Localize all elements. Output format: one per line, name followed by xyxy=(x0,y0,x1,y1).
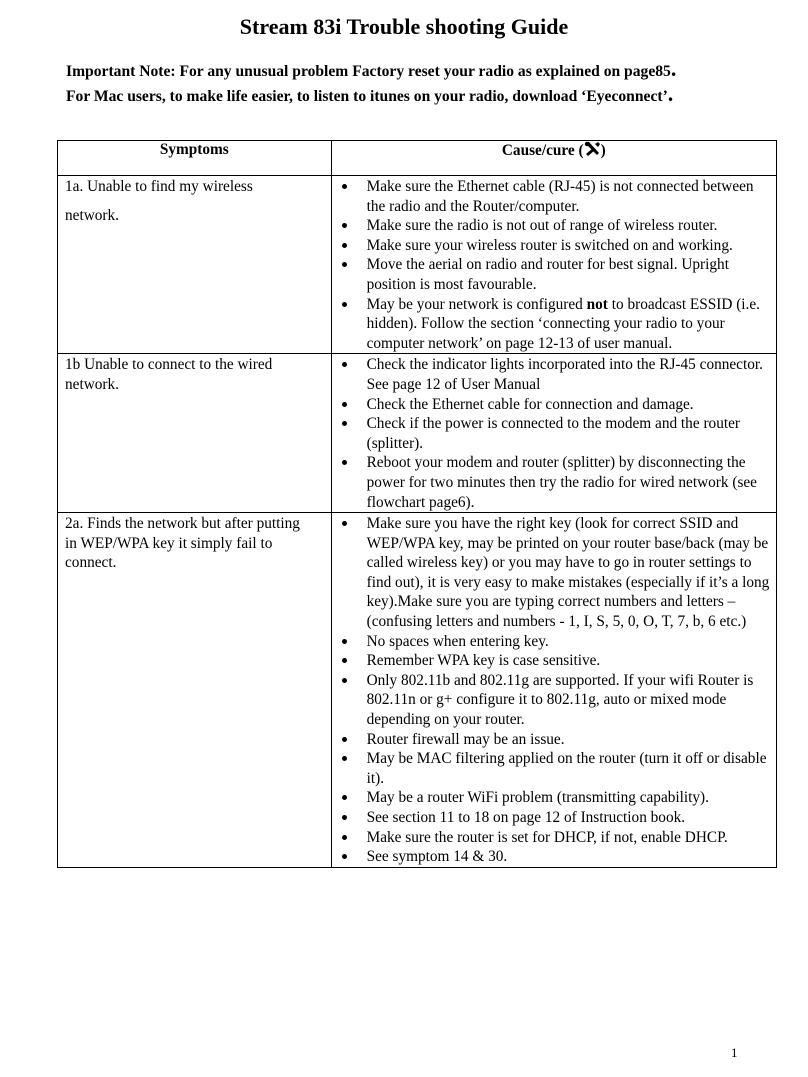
cause-cell xyxy=(331,513,776,868)
note-mac-users: For Mac users, to make life easier, to listen to itunes on your radio, download ‘Eyeconnect’. xyxy=(66,81,674,106)
table-row xyxy=(58,354,777,513)
list-item: Reboot your modem and router (splitter) by disconnecting the power for two minutes then try the radio for wired network (see flowchart page6). xyxy=(336,453,770,512)
list-item: Remember WPA key is case sensitive. xyxy=(336,651,770,671)
table-row xyxy=(58,513,777,868)
tools-icon xyxy=(584,141,601,162)
list-item: Make sure your wireless router is switched on and working. xyxy=(336,236,770,256)
cause-cell xyxy=(331,354,776,513)
list-item: Move the aerial on radio and router for best signal. Upright position is most favourable. xyxy=(336,255,770,294)
list-item: Check the Ethernet cable for connection and damage. xyxy=(336,395,770,415)
symptoms-header: Symptoms xyxy=(58,141,332,176)
troubleshooting-table xyxy=(57,140,777,868)
symptom-cell: 1b Unable to connect to the wired network. xyxy=(58,354,332,513)
list-item: Make sure the radio is not out of range of wireless router. xyxy=(336,216,770,236)
list-item: May be a router WiFi problem (transmitting capability). xyxy=(336,788,770,808)
symptom-cell: 1a. Unable to find my wireless network. xyxy=(58,176,332,354)
list-item: May be your network is configured not to broadcast ESSID (i.e. hidden). Follow the section ‘connecting your radio to your computer network’ on page 12-13 of user manual. xyxy=(336,295,770,354)
table-row xyxy=(58,176,777,354)
cause-cell xyxy=(331,176,776,354)
list-item: See symptom 14 & 30. xyxy=(336,847,770,867)
list-item: Only 802.11b and 802.11g are supported. If your wifi Router is 802.11n or g+ configure it to 802.11g, auto or mixed mode depending on your router. xyxy=(336,671,770,730)
table-header-row xyxy=(58,141,777,176)
list-item: No spaces when entering key. xyxy=(336,632,770,652)
cause-cure-header: Cause/cure ( ) xyxy=(331,141,776,176)
page-title: Stream 83i Trouble shooting Guide xyxy=(239,14,569,39)
list-item: Check the indicator lights incorporated into the RJ-45 connector. See page 12 of User Manual xyxy=(336,355,770,394)
symptom-cell: 2a. Finds the network but after putting in WEP/WPA key it simply fail to connect. xyxy=(58,513,332,868)
list-item: Make sure the Ethernet cable (RJ-45) is not connected between the radio and the Router/computer. xyxy=(336,177,770,216)
list-item: See section 11 to 18 on page 12 of Instruction book. xyxy=(336,808,770,828)
page-number: 1 xyxy=(731,1045,738,1060)
list-item: May be MAC filtering applied on the router (turn it off or disable it). xyxy=(336,749,770,788)
list-item: Router firewall may be an issue. xyxy=(336,730,770,750)
list-item: Make sure you have the right key (look for correct SSID and WEP/WPA key, may be printed on your router base/back (may be called wireless key) or you may have to go in router settings to find out), it is very easy to make mistakes (especially if it’s a long key).Make sure you are typing correct numbers and letters – (confusing letters and numbers - 1, I, S, 5, 0, O, T, 7, b, 6 etc.) xyxy=(336,514,770,632)
note-factory-reset: Important Note: For any unusual problem Factory reset your radio as explained on page85. xyxy=(66,56,677,81)
list-item: Make sure the router is set for DHCP, if not, enable DHCP. xyxy=(336,828,770,848)
important-notes xyxy=(66,58,786,108)
list-item: Check if the power is connected to the modem and the router (splitter). xyxy=(336,414,770,453)
